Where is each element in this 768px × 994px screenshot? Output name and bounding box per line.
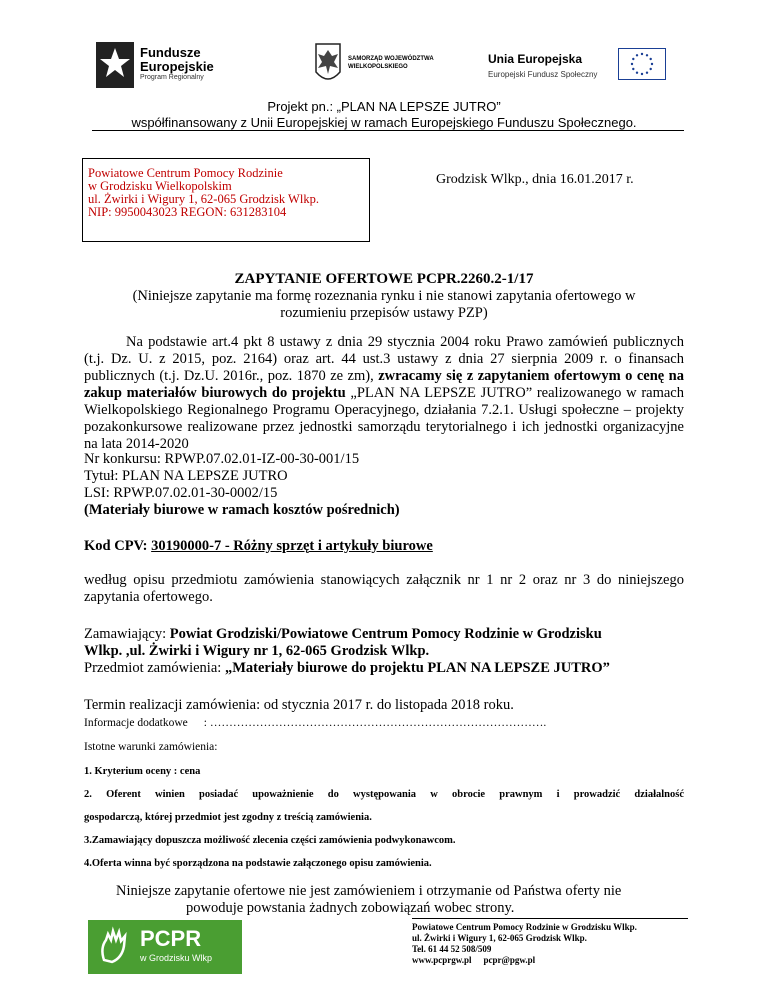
condition-3: 3.Zamawiający dopuszcza możliwość zlecenia części zamówienia podwykonawcom. — [84, 835, 456, 846]
sender-line3: ul. Żwirki i Wigury 1, 62-065 Grodzisk Wlkp. — [88, 192, 319, 206]
ue-line1: Unia Europejska — [488, 52, 583, 66]
footer-website-link[interactable]: www.pcprgw.pl — [412, 955, 472, 965]
eagle-icon — [314, 42, 342, 86]
subtitle-line2: rozumieniu przepisów ustawy PZP) — [280, 305, 488, 321]
project-line2: współfinansowany z Unii Europejskiej w ramach Europejskiego Funduszu Społecznego. — [131, 115, 637, 130]
project-line1: Projekt pn.: „PLAN NA LEPSZE JUTRO” — [267, 99, 501, 114]
footer-divider — [412, 918, 688, 919]
orderer-label: Zamawiający: — [84, 626, 170, 642]
condition-4: 4.Oferta winna być sporządzona na podstawie załączonego opisu zamówienia. — [84, 858, 432, 869]
fundusze-europejskie-logo — [96, 42, 246, 90]
subtitle-line1: (Niniejsze zapytanie ma formę rozeznania rynku i nie stanowi zapytania ofertowego w — [132, 288, 636, 304]
pcpr-logo — [88, 920, 242, 974]
document-date: Grodzisk Wlkp., dnia 16.01.2017 r. — [436, 172, 634, 187]
deadline: Termin realizacji zamówienia: od stycznia 2017 r. do listopada 2018 roku. — [84, 697, 514, 713]
subject-line — [84, 660, 610, 677]
fe-star-icon — [96, 42, 134, 88]
footer-line2: ul. Żwirki i Wigury 1, 62-065 Grodzisk Wlkp. — [412, 933, 587, 943]
closing-line2: powoduje powstania żadnych zobowiązań wobec strony. — [186, 900, 515, 916]
orderer-value: Powiat Grodziski/Powiatowe Centrum Pomocy Rodzinie w Grodzisku — [169, 626, 602, 642]
intro-text: Na podstawie art.4 pkt 8 ustawy z dnia 29 stycznia 2004 roku Prawo zamówień publicznych (t.j. Dz. U. z 2015, poz. 2164) oraz art. 44 ust.3 ustawy z dnia 27 sierpnia 2009 r. o finansach publicznych (t.j. Dz.U. 2016r., poz. 1870 ze zm), — [84, 334, 684, 384]
intro-bold: zwracamy się z zapytaniem ofertowym o cenę na zakup materiałów biurowych do projektu — [84, 368, 684, 401]
conditions-label: Istotne warunki zamówienia: — [84, 741, 218, 753]
cpv-label: Kod CPV: — [84, 538, 152, 554]
additional-info — [84, 715, 546, 732]
intro-text-2: „PLAN NA LEPSZE JUTRO” realizowanego w ramach Wielkopolskiego Regionalnego Programu Operacyjnego, działania 7.2.1. Usługi społeczne – projekty pozakonkursowe realizowane przez jednostki samorządu terytorialnego i ich jednostki organizacyjne na lata 2014-2020 — [84, 385, 684, 452]
condition-1: 1. Kryterium oceny : cena — [84, 766, 201, 777]
closing-line1: Niniejsze zapytanie ofertowe nie jest zamówieniem i otrzymanie od Państwa oferty nie — [116, 883, 622, 899]
eu-flag-icon — [618, 48, 666, 80]
condition-2b: gospodarczą, której przedmiot jest zgodny z treścią zamówienia. — [84, 812, 372, 823]
sender-address-box — [82, 158, 370, 242]
condition-2a: 2. Oferent winien posiadać upoważnienie do występowania w obrocie prawnym i prowadzić działalność — [84, 789, 684, 800]
fe-line2: Europejskie — [140, 59, 214, 74]
intro-paragraph — [84, 334, 684, 453]
lsi-number: LSI: RPWP.07.02.01-30-0002/15 — [84, 485, 278, 501]
unia-europejska-logo — [468, 44, 673, 86]
footer-line3: Tel. 61 44 52 508/509 — [412, 944, 492, 954]
ue-line2: Europejski Fundusz Społeczny — [488, 70, 598, 79]
header-divider — [92, 130, 684, 131]
konkurs-number: Nr konkursu: RPWP.07.02.01-IZ-00-30-001/15 — [84, 451, 360, 467]
project-title: Tytuł: PLAN NA LEPSZE JUTRO — [84, 468, 288, 484]
additional-info-dots: : ……………………………………………………………………………. — [203, 717, 547, 729]
pcpr-logo-subtext: w Grodzisku Wlkp — [140, 953, 213, 963]
sender-line2: w Grodzisku Wielkopolskim — [88, 179, 232, 193]
sw-line1: SAMORZĄD WOJEWÓDZTWA — [348, 56, 434, 62]
fe-line1: Fundusze — [140, 45, 201, 60]
orderer-line2: Wlkp. ,ul. Żwirki i Wigury nr 1, 62-065 Grodzisk Wlkp. — [84, 643, 430, 659]
pcpr-hand-icon — [96, 926, 136, 966]
materials-note: (Materiały biurowe w ramach kosztów pośrednich) — [84, 502, 400, 518]
footer-contact — [412, 955, 535, 966]
sender-line1: Powiatowe Centrum Pomocy Rodzinie — [88, 166, 283, 180]
pcpr-logo-text: PCPR — [140, 926, 202, 951]
footer-email-link[interactable]: pcpr@pgw.pl — [483, 955, 536, 965]
subject-label: Przedmiot zamówienia: — [84, 660, 225, 676]
sender-line4: NIP: 9950043023 REGON: 631283104 — [88, 205, 287, 219]
samorzad-logo — [314, 42, 454, 90]
sw-line2: WIELKOPOLSKIEGO — [348, 63, 408, 70]
document-title: ZAPYTANIE OFERTOWE PCPR.2260.2-1/17 — [234, 271, 534, 287]
footer-line1: Powiatowe Centrum Pomocy Rodzinie w Grodzisku Wlkp. — [412, 922, 637, 932]
fe-line3: Program Regionalny — [140, 74, 204, 81]
cpv-code — [84, 538, 433, 555]
orderer-line1 — [84, 626, 602, 643]
description-paragraph: według opisu przedmiotu zamówienia stanowiących załącznik nr 1 nr 2 oraz nr 3 do niniejszego zapytania ofertowego. — [84, 572, 684, 605]
subject-value: „Materiały biurowe do projektu PLAN NA LEPSZE JUTRO” — [224, 660, 610, 676]
cpv-value: 30190000-7 - Różny sprzęt i artykuły biurowe — [151, 538, 433, 554]
additional-info-label: Informacje dodatkowe — [84, 717, 188, 729]
